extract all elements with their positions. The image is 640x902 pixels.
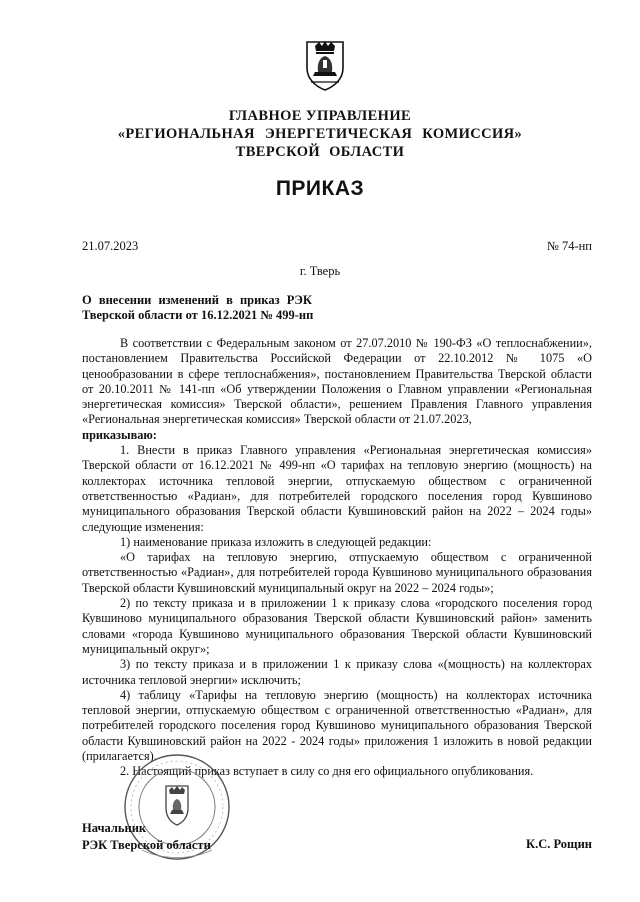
order-subject	[82, 293, 313, 323]
signatory-position	[82, 820, 211, 854]
org-name-line-3: ТВЕРСКОЙ ОБЛАСТИ	[235, 144, 405, 160]
order-date: 21.07.2023	[82, 239, 139, 253]
subject-line-1: О внесении изменений в приказ РЭК	[82, 293, 312, 307]
org-name-line-2: «РЕГИОНАЛЬНАЯ ЭНЕРГЕТИЧЕСКАЯ КОМИССИЯ»	[117, 126, 523, 142]
clause-1-1: 1) наименование приказа изложить в следующей редакции:	[120, 534, 432, 549]
signatory-position-line-1: Начальник	[82, 821, 147, 835]
clause-1-3: 3) по тексту приказа и в приложении 1 к приказу слова «(мощность) на коллекторах источника тепловой энергии» исключить;	[82, 657, 592, 687]
clause-1-2: 2) по тексту приказа и в приложении 1 к приказу слова «городского поселения город Кувшиново муниципального образования Тверской области Кувшиновский район» заменить словами «города Кувшиново муниципального образования Тверской области Кувшиновский муниципальный округ»;	[82, 596, 592, 656]
subject-line-2: Тверской области от 16.12.2021 № 499-нп	[82, 308, 314, 322]
org-name-line-1: ГЛАВНОЕ УПРАВЛЕНИЕ	[228, 108, 412, 124]
order-body	[82, 336, 592, 780]
preamble-paragraph: В соответствии с Федеральным законом от 27.07.2010 № 190-ФЗ «О теплоснабжении», постановлением Правительства Российской Федерации от 22.10.2012 № 1075 «О ценообразовании в сфере теплоснабжения», постановлением Правительства Тверской области от 20.10.2011 № 141-пп «Об утверждении Положения о Главном управлении «Региональная энергетическая комиссия» Тверской области», решением Правления Главного управления «Региональная энергетическая комиссия» Тверской области от 21.07.2023,	[82, 336, 592, 427]
order-number: № 74-нп	[546, 239, 592, 253]
clause-1: 1. Внести в приказ Главного управления «Региональная энергетическая комиссия» Тверской области от 16.12.2021 № 499-нп «О тарифах на тепловую энергию (мощность) на коллекторах источника тепловой энергии, отпускаемую обществом с ограниченной ответственностью «Радиан», для потребителей городского поселения город Кувшиново муниципального образования Тверской области Кувшиновский район на 2022 – 2024 годы» следующие изменения:	[82, 443, 592, 534]
tver-coat-of-arms-icon	[303, 38, 347, 92]
clause-1-4: 4) таблицу «Тарифы на тепловую энергию (мощность) на коллекторах источника тепловой энергии, отпускаемую обществом с ограниченной ответственностью «Радиан», для потребителей городского поселения город Кувшиново муниципального образования Тверской области Кувшиновский район на 2022 - 2024 годы» приложения 1 изложить в новой редакции (прилагается).	[82, 687, 592, 764]
orders-word: приказываю:	[82, 427, 157, 442]
clause-1-1-quote: «О тарифах на тепловую энергию, отпускаемую обществом с ограниченной ответственностью «Радиан», для потребителей города Кувшиново муниципального образования Тверской области Кувшиновский муниципальный округ на 2022 – 2024 годы»;	[82, 550, 592, 595]
document-type-title: ПРИКАЗ	[275, 177, 365, 200]
signatory-name: К.С. Рощин	[526, 837, 592, 851]
order-city: г. Тверь	[299, 264, 341, 278]
clause-2: 2. Настоящий приказ вступает в силу со дня его официального опубликования.	[120, 764, 534, 779]
signatory-position-line-2: РЭК Тверской области	[82, 838, 211, 852]
